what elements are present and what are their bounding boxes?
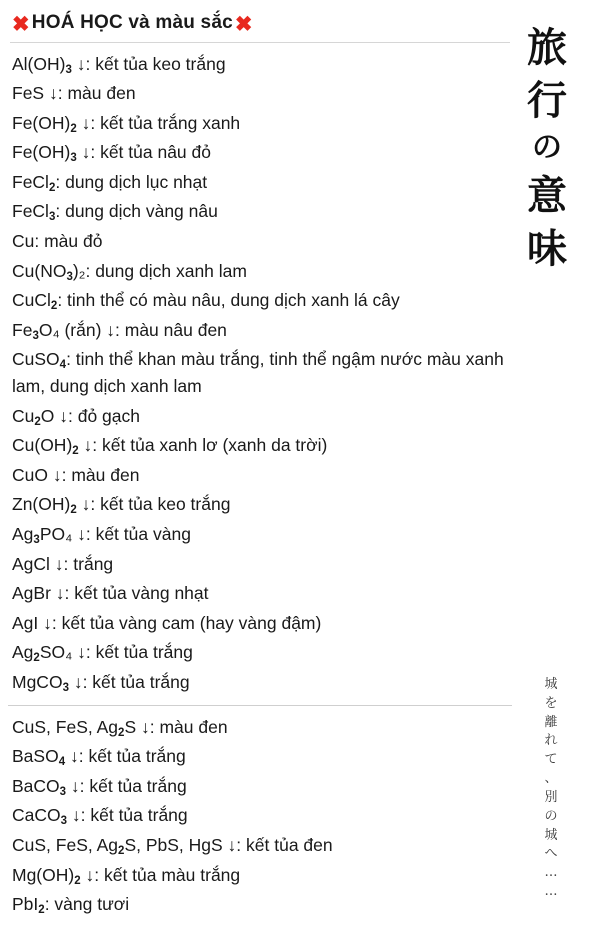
list-item: $Ag_3PO_4$ ↓: kết tủa vàng [12, 524, 191, 546]
list-item: CuO ↓: màu đen [12, 464, 140, 485]
list-item: FeCl$_2$: dung dịch lục nhạt [12, 171, 208, 194]
kanji-char: へ [544, 846, 558, 862]
kanji-char: 、 [544, 771, 558, 787]
kanji-char: の [532, 130, 562, 166]
list-item: CuCl$_2$: tinh thể có màu nâu, dung dịch xanh lá cây [12, 290, 400, 313]
list-item: $Al(OH)_3$ ↓: kết tủa keo trắng [12, 53, 226, 76]
kanji-char: 離 [544, 714, 558, 730]
list-item: AgBr ↓: kết tủa vàng nhạt [12, 583, 209, 604]
page-title: HOÁ HỌC và màu sắc [31, 12, 233, 33]
kanji-char: 城 [544, 827, 558, 843]
kanji-char: を [544, 695, 558, 711]
kanji-char: の [544, 808, 558, 824]
list-item: $Zn(OH)_2$ ↓: kết tủa keo trắng [12, 494, 231, 517]
list-item: $Cu_2O$ ↓: đỏ gạch [12, 405, 141, 428]
list-item: CuS, FeS, $Ag_2S$, PbS, HgS ↓: kết tủa đen [12, 834, 333, 857]
list-item: $Cu(NO_3)_2$: dung dịch xanh lam [12, 260, 247, 283]
kanji-char: 行 [527, 77, 567, 125]
list-item: $Fe_3O_4$ (rắn) ↓: màu nâu đen [12, 319, 227, 342]
kanji-char: て [544, 752, 558, 768]
list-item: $Fe(OH)_3$ ↓: kết tủa nâu đỏ [12, 142, 211, 165]
list-item: $Mg(OH)_2$ ↓: kết tủa màu trắng [12, 864, 241, 887]
page-title-row [0, 8, 520, 40]
section-divider [8, 705, 512, 706]
list-item: BaCO$_3$ ↓: kết tủa trắng [12, 775, 187, 798]
title-divider [10, 42, 510, 43]
list-item: $Fe(OH)_2$ ↓: kết tủa trắng xanh [12, 112, 241, 135]
list-item: FeS ↓: màu đen [12, 83, 136, 104]
list-item: $Ag_2SO_4$ ↓: kết tủa trắng [12, 642, 193, 665]
x-mark-icon-right: ✖ [234, 12, 253, 36]
list-item: CaCO$_3$ ↓: kết tủa trắng [12, 805, 188, 828]
list-item: BaSO$_4$ ↓: kết tủa trắng [12, 746, 186, 769]
list-item: PbI$_2$: vàng tươi [12, 894, 130, 917]
kanji-char: 別 [544, 789, 558, 805]
list-item: FeCl$_3$: dung dịch vàng nâu [12, 201, 218, 224]
list-item: AgI ↓: kết tủa vàng cam (hay vàng đậm) [12, 612, 322, 633]
kanji-char: … [544, 884, 558, 900]
list-item: CuSO$_4$: tinh thể khan màu trắng, tinh thể ngậm nước màu xanh lam, dung dịch xanh lam [12, 349, 504, 397]
vertical-kanji-decoration [516, 24, 578, 278]
kanji-char: 城 [544, 676, 558, 692]
kanji-char: … [544, 865, 558, 881]
section-two-list [0, 712, 520, 919]
list-item: MgCO$_3$ ↓: kết tủa trắng [12, 671, 190, 694]
kanji-char: 意 [527, 171, 567, 219]
kanji-char: 味 [527, 224, 567, 272]
kanji-char: 旅 [527, 24, 567, 71]
kanji-char: れ [544, 733, 558, 749]
list-item: $Cu(OH)_2$ ↓: kết tủa xanh lơ (xanh da trời) [12, 435, 328, 458]
list-item: Cu: màu đỏ [12, 231, 103, 252]
list-item: CuS, FeS, $Ag_2S$ ↓: màu đen [12, 716, 228, 739]
vertical-kanji-subtext [534, 676, 568, 902]
list-item: AgCl ↓: trắng [12, 553, 114, 574]
section-one-list [0, 49, 520, 697]
x-mark-icon-left: ✖ [12, 12, 30, 36]
